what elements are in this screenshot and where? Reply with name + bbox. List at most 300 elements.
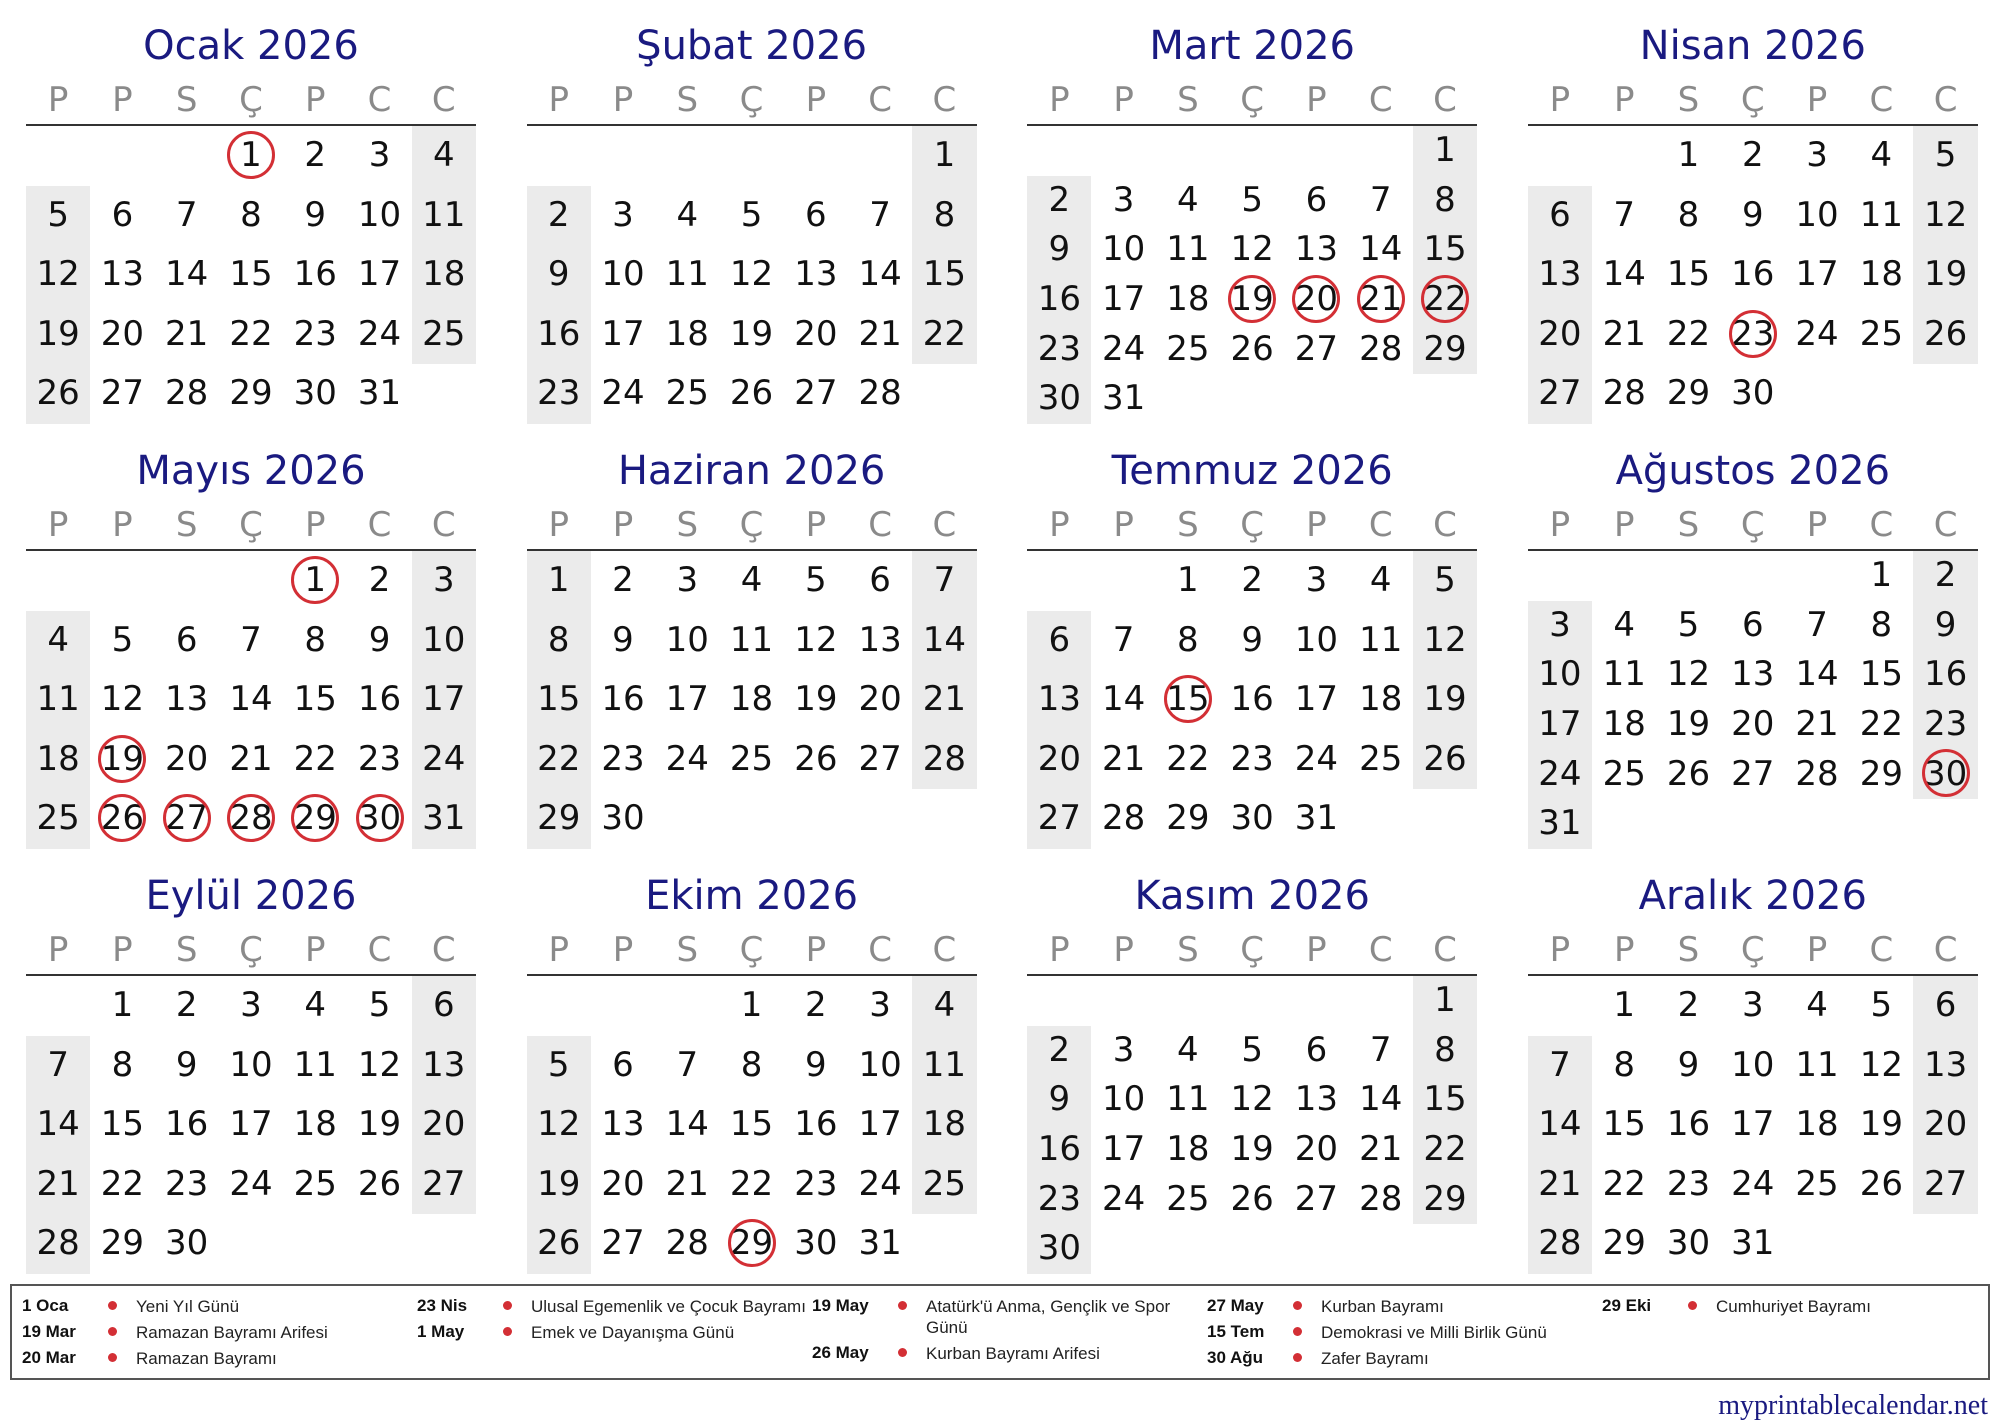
day-number: 8 xyxy=(1870,604,1893,645)
day-number: 20 xyxy=(1731,704,1775,744)
day-number: 22 xyxy=(729,1163,774,1204)
day-number: 19 xyxy=(36,313,80,354)
weekday-label: C xyxy=(1933,80,1958,120)
day-cell xyxy=(1413,1175,1477,1225)
day-number: 14 xyxy=(922,619,967,660)
day-number: 4 xyxy=(1369,560,1392,600)
day-cell xyxy=(1284,1125,1348,1175)
day-cell xyxy=(1284,1075,1348,1125)
day-cell xyxy=(1721,750,1785,800)
day-number: 20 xyxy=(165,738,209,779)
day-cell xyxy=(1027,1175,1091,1225)
day-number: 31 xyxy=(422,798,466,839)
day-cell xyxy=(155,730,219,790)
day-cell xyxy=(347,611,411,671)
weekday-header-row xyxy=(527,76,977,126)
day-number: 16 xyxy=(1731,254,1775,295)
day-cell xyxy=(1284,670,1348,730)
day-number: 11 xyxy=(1166,229,1210,270)
day-cell xyxy=(912,1036,976,1096)
day-cell xyxy=(655,670,719,730)
month-title: Eylül 2026 xyxy=(145,873,357,919)
day-number: 24 xyxy=(1538,753,1582,794)
holiday-circle xyxy=(1421,275,1469,323)
day-number: 23 xyxy=(165,1163,209,1204)
day-number: 27 xyxy=(1037,798,1081,839)
legend-item xyxy=(1207,1296,1602,1317)
day-number: 16 xyxy=(1923,654,1968,695)
day-cell xyxy=(1349,275,1413,325)
day-number: 26 xyxy=(357,1163,402,1204)
day-cell xyxy=(412,1095,476,1155)
day-cell xyxy=(1913,1095,1977,1155)
day-number: 20 xyxy=(1294,1129,1339,1169)
month-calendar xyxy=(527,14,977,426)
day-cell xyxy=(1220,325,1284,375)
day-cell xyxy=(1721,364,1785,424)
holiday-date: 23 Nis xyxy=(417,1296,468,1315)
day-number: 22 xyxy=(229,313,273,354)
day-cell xyxy=(347,364,411,424)
day-number: 4 xyxy=(933,985,956,1025)
day-cell xyxy=(1592,700,1656,750)
day-number: 19 xyxy=(794,679,838,720)
day-cell xyxy=(347,976,411,1036)
day-number: 18 xyxy=(1795,1104,1839,1145)
day-number: 9 xyxy=(612,619,634,660)
day-cell xyxy=(784,1095,848,1155)
weekday-label: P xyxy=(112,930,133,970)
day-cell xyxy=(591,305,655,365)
day-number: 7 xyxy=(869,194,891,235)
day-cell xyxy=(527,1214,591,1274)
weekday-label: C xyxy=(1433,505,1457,545)
day-number: 27 xyxy=(165,798,209,839)
day-number: 1 xyxy=(1870,555,1893,595)
day-number: 31 xyxy=(1101,378,1146,419)
day-number: 30 xyxy=(1037,378,1081,419)
calendar-grid xyxy=(26,14,1978,1284)
day-cell xyxy=(155,1214,219,1274)
day-cell xyxy=(1721,1155,1785,1215)
day-number: 19 xyxy=(1859,1104,1903,1145)
day-cell xyxy=(1220,176,1284,226)
month-days xyxy=(26,976,476,1274)
day-cell xyxy=(283,245,347,305)
month-days xyxy=(26,551,476,849)
day-number: 9 xyxy=(1048,229,1071,270)
day-number: 29 xyxy=(1666,373,1711,414)
day-cell xyxy=(26,670,90,730)
weekday-label: C xyxy=(367,930,392,970)
month-title: Aralık 2026 xyxy=(1638,873,1867,919)
day-number: 3 xyxy=(612,194,634,235)
day-number: 10 xyxy=(1538,654,1582,695)
weekday-label: S xyxy=(1177,80,1199,120)
day-cell xyxy=(1592,750,1656,800)
weekday-label: P xyxy=(1306,505,1327,545)
day-cell xyxy=(1528,1214,1592,1274)
day-number: 28 xyxy=(1359,328,1403,369)
day-cell xyxy=(591,1095,655,1155)
day-number: 10 xyxy=(601,254,645,295)
day-number: 30 xyxy=(1037,1228,1081,1269)
day-number: 19 xyxy=(1230,279,1274,319)
weekday-label: P xyxy=(1613,80,1635,120)
day-cell xyxy=(1592,245,1656,305)
day-number: 26 xyxy=(729,373,774,414)
weekday-label: P xyxy=(1806,80,1828,120)
day-number: 16 xyxy=(165,1104,209,1145)
day-cell xyxy=(719,730,783,790)
day-cell xyxy=(26,305,90,365)
day-cell xyxy=(1528,1095,1592,1155)
day-cell xyxy=(655,611,719,671)
day-number: 16 xyxy=(1037,1129,1081,1169)
day-number: 15 xyxy=(100,1104,145,1145)
day-cell xyxy=(283,551,347,611)
day-number: 10 xyxy=(1795,194,1839,235)
day-cell xyxy=(1656,245,1720,305)
day-cell xyxy=(655,186,719,246)
day-number: 24 xyxy=(357,313,402,354)
day-number: 2 xyxy=(1677,985,1700,1025)
day-number: 6 xyxy=(1048,619,1071,660)
holiday-dot-icon xyxy=(898,1301,907,1310)
day-number: 2 xyxy=(175,985,198,1025)
day-cell xyxy=(1592,186,1656,246)
day-cell xyxy=(1592,976,1656,1036)
day-cell xyxy=(1656,305,1720,365)
day-cell xyxy=(26,789,90,849)
day-cell xyxy=(1284,176,1348,226)
weekday-label: C xyxy=(868,505,892,545)
day-number: 3 xyxy=(676,560,699,600)
weekday-label: P xyxy=(47,80,69,120)
day-cell xyxy=(1413,176,1477,226)
day-number: 25 xyxy=(665,373,709,414)
day-cell xyxy=(412,730,476,790)
holiday-date: 29 Eki xyxy=(1602,1296,1652,1315)
day-cell xyxy=(1656,126,1720,186)
day-cell xyxy=(1156,1075,1220,1125)
day-number: 6 xyxy=(1549,194,1571,235)
day-cell xyxy=(347,245,411,305)
weekday-label: C xyxy=(431,930,456,970)
day-cell xyxy=(1027,1125,1091,1175)
day-number: 20 xyxy=(858,679,902,720)
day-number: 30 xyxy=(1230,798,1274,839)
day-number: 16 xyxy=(1230,679,1274,720)
day-cell xyxy=(1913,551,1977,601)
weekday-label: C xyxy=(1869,80,1894,120)
day-cell xyxy=(1413,225,1477,275)
day-cell xyxy=(1284,225,1348,275)
weekday-label: Ç xyxy=(1740,80,1765,120)
day-cell xyxy=(412,305,476,365)
day-cell xyxy=(1220,225,1284,275)
day-cell xyxy=(1721,245,1785,305)
day-cell xyxy=(1091,1175,1155,1225)
day-number: 29 xyxy=(100,1223,145,1264)
holiday-name: Atatürk'ü Anma, Gençlik ve Spor Günü xyxy=(926,1297,1171,1337)
day-cell xyxy=(527,305,591,365)
day-cell xyxy=(848,730,912,790)
day-cell xyxy=(1656,1036,1720,1096)
day-number: 19 xyxy=(1230,1129,1274,1169)
day-number: 4 xyxy=(1177,179,1199,220)
day-number: 28 xyxy=(1795,753,1839,794)
day-cell xyxy=(1413,325,1477,375)
day-cell xyxy=(1091,275,1155,325)
day-number: 17 xyxy=(858,1104,902,1145)
day-cell xyxy=(719,670,783,730)
day-cell xyxy=(219,245,283,305)
day-number: 29 xyxy=(229,373,273,414)
day-number: 22 xyxy=(1602,1163,1646,1204)
day-number: 12 xyxy=(36,254,80,295)
day-cell xyxy=(1913,1155,1977,1215)
day-number: 13 xyxy=(1037,679,1081,720)
day-number: 8 xyxy=(1677,194,1700,235)
day-cell xyxy=(1156,789,1220,849)
day-number: 8 xyxy=(240,194,262,235)
month-title: Nisan 2026 xyxy=(1639,23,1866,69)
day-number: 21 xyxy=(922,679,967,720)
day-cell xyxy=(412,611,476,671)
day-cell xyxy=(219,670,283,730)
holiday-name: Ulusal Egemenlik ve Çocuk Bayramı xyxy=(531,1297,806,1316)
day-cell xyxy=(412,551,476,611)
day-cell xyxy=(26,1095,90,1155)
holiday-name: Zafer Bayramı xyxy=(1321,1349,1429,1368)
day-number: 17 xyxy=(357,254,402,295)
day-number: 9 xyxy=(805,1044,827,1085)
day-cell xyxy=(219,1095,283,1155)
day-cell xyxy=(1091,225,1155,275)
day-cell xyxy=(1284,325,1348,375)
day-cell xyxy=(219,186,283,246)
day-number: 2 xyxy=(1048,1029,1071,1070)
month-calendar xyxy=(1528,439,1978,851)
day-number: 1 xyxy=(304,560,327,600)
day-number: 19 xyxy=(1923,254,1968,295)
day-cell xyxy=(1091,1026,1155,1076)
day-cell xyxy=(784,551,848,611)
month-calendar xyxy=(26,864,476,1276)
day-cell xyxy=(1721,305,1785,365)
month-calendar xyxy=(1027,14,1477,426)
day-number: 21 xyxy=(665,1163,709,1204)
month-title: Ağustos 2026 xyxy=(1615,448,1891,494)
day-number: 17 xyxy=(1294,679,1339,720)
day-number: 9 xyxy=(175,1044,198,1085)
day-number: 21 xyxy=(165,313,209,354)
day-number: 13 xyxy=(1538,254,1582,295)
day-number: 15 xyxy=(229,254,273,295)
day-number: 3 xyxy=(432,560,455,600)
day-number: 6 xyxy=(175,619,198,660)
day-cell xyxy=(1913,700,1977,750)
day-cell xyxy=(347,1095,411,1155)
day-number: 11 xyxy=(36,679,80,720)
day-number: 2 xyxy=(805,985,827,1025)
day-cell xyxy=(1592,650,1656,700)
weekday-label: S xyxy=(1177,930,1199,970)
day-number: 21 xyxy=(1538,1163,1582,1204)
day-number: 14 xyxy=(229,679,273,720)
day-cell xyxy=(90,670,154,730)
day-cell xyxy=(155,186,219,246)
day-number: 27 xyxy=(1538,373,1582,414)
day-number: 24 xyxy=(1101,1178,1146,1219)
day-number: 27 xyxy=(1294,1178,1339,1219)
day-number: 17 xyxy=(422,679,466,720)
day-number: 7 xyxy=(1806,604,1828,645)
day-cell xyxy=(1785,305,1849,365)
weekday-header-row xyxy=(1027,501,1477,551)
day-number: 13 xyxy=(100,254,145,295)
holiday-date: 26 May xyxy=(812,1343,869,1362)
day-number: 27 xyxy=(601,1223,645,1264)
day-number: 4 xyxy=(740,560,763,600)
day-number: 30 xyxy=(165,1223,209,1264)
day-number: 29 xyxy=(1859,753,1903,794)
day-number: 29 xyxy=(1602,1223,1646,1264)
holiday-circle xyxy=(356,794,404,842)
day-number: 22 xyxy=(1423,279,1467,319)
month-days xyxy=(1027,551,1477,849)
day-cell xyxy=(912,126,976,186)
day-number: 11 xyxy=(1859,194,1903,235)
day-cell xyxy=(347,1036,411,1096)
day-number: 22 xyxy=(1666,313,1711,354)
day-cell xyxy=(1349,611,1413,671)
day-number: 1 xyxy=(1434,130,1456,170)
day-number: 11 xyxy=(1166,1079,1210,1120)
day-cell xyxy=(1849,305,1913,365)
day-number: 26 xyxy=(1923,313,1968,354)
day-number: 11 xyxy=(922,1044,967,1085)
day-number: 7 xyxy=(933,560,956,600)
day-number: 30 xyxy=(293,373,337,414)
day-cell xyxy=(155,670,219,730)
day-cell xyxy=(1091,1075,1155,1125)
legend-item xyxy=(1207,1322,1602,1343)
day-cell xyxy=(655,1095,719,1155)
day-cell xyxy=(1413,730,1477,790)
day-number: 18 xyxy=(293,1104,337,1145)
day-number: 22 xyxy=(1859,704,1903,744)
weekday-header-row xyxy=(527,926,977,976)
day-number: 24 xyxy=(1294,738,1339,779)
day-cell xyxy=(1284,730,1348,790)
day-number: 7 xyxy=(1369,179,1392,220)
day-cell xyxy=(1413,1026,1477,1076)
day-number: 14 xyxy=(1101,679,1146,720)
weekday-label: P xyxy=(805,930,827,970)
day-cell xyxy=(655,305,719,365)
legend-item xyxy=(812,1343,1207,1364)
day-cell xyxy=(591,611,655,671)
day-cell xyxy=(283,670,347,730)
day-number: 15 xyxy=(1859,654,1903,695)
day-number: 17 xyxy=(1731,1104,1775,1145)
day-cell xyxy=(1913,245,1977,305)
day-cell xyxy=(848,976,912,1036)
day-cell xyxy=(283,789,347,849)
weekday-label: C xyxy=(1869,930,1894,970)
day-cell xyxy=(1156,1125,1220,1175)
day-number: 12 xyxy=(1923,194,1968,235)
day-cell xyxy=(1284,1175,1348,1225)
weekday-label: P xyxy=(47,930,69,970)
day-number: 1 xyxy=(1434,980,1456,1020)
day-number: 5 xyxy=(547,1044,570,1085)
day-number: 9 xyxy=(304,194,327,235)
day-number: 9 xyxy=(368,619,391,660)
legend-column xyxy=(417,1296,812,1348)
day-number: 17 xyxy=(1538,704,1582,744)
holiday-dot-icon xyxy=(1293,1301,1302,1310)
day-cell xyxy=(1528,1155,1592,1215)
weekday-label: P xyxy=(1613,505,1635,545)
day-number: 9 xyxy=(547,254,570,295)
day-cell xyxy=(1721,601,1785,651)
day-cell xyxy=(1656,1095,1720,1155)
weekday-label: P xyxy=(304,80,326,120)
day-cell xyxy=(527,789,591,849)
day-number: 12 xyxy=(1230,229,1274,270)
day-cell xyxy=(655,730,719,790)
day-cell xyxy=(1413,670,1477,730)
day-number: 6 xyxy=(111,194,134,235)
day-cell xyxy=(1349,551,1413,611)
day-cell xyxy=(1592,1214,1656,1274)
day-number: 14 xyxy=(1538,1104,1582,1145)
day-cell xyxy=(1413,976,1477,1026)
day-cell xyxy=(1027,374,1091,424)
day-number: 23 xyxy=(1666,1163,1711,1204)
day-cell xyxy=(1849,650,1913,700)
day-number: 6 xyxy=(432,985,455,1025)
day-number: 10 xyxy=(1294,619,1339,660)
day-number: 11 xyxy=(422,194,466,235)
day-number: 23 xyxy=(1731,313,1775,354)
day-cell xyxy=(283,1155,347,1215)
day-number: 16 xyxy=(537,313,581,354)
day-cell xyxy=(219,1155,283,1215)
day-cell xyxy=(1528,601,1592,651)
day-cell xyxy=(90,245,154,305)
day-number: 11 xyxy=(293,1044,337,1085)
day-cell xyxy=(219,789,283,849)
day-cell xyxy=(1156,176,1220,226)
day-number: 4 xyxy=(432,135,455,175)
legend-column xyxy=(1207,1296,1602,1374)
day-number: 4 xyxy=(304,985,327,1025)
day-cell xyxy=(412,1036,476,1096)
day-cell xyxy=(1220,275,1284,325)
day-cell xyxy=(155,1095,219,1155)
day-cell xyxy=(527,1036,591,1096)
weekday-label: S xyxy=(676,505,699,545)
day-cell xyxy=(1220,1125,1284,1175)
month-calendar xyxy=(26,14,476,426)
day-number: 25 xyxy=(1795,1163,1839,1204)
day-cell xyxy=(527,611,591,671)
day-number: 16 xyxy=(794,1104,838,1145)
